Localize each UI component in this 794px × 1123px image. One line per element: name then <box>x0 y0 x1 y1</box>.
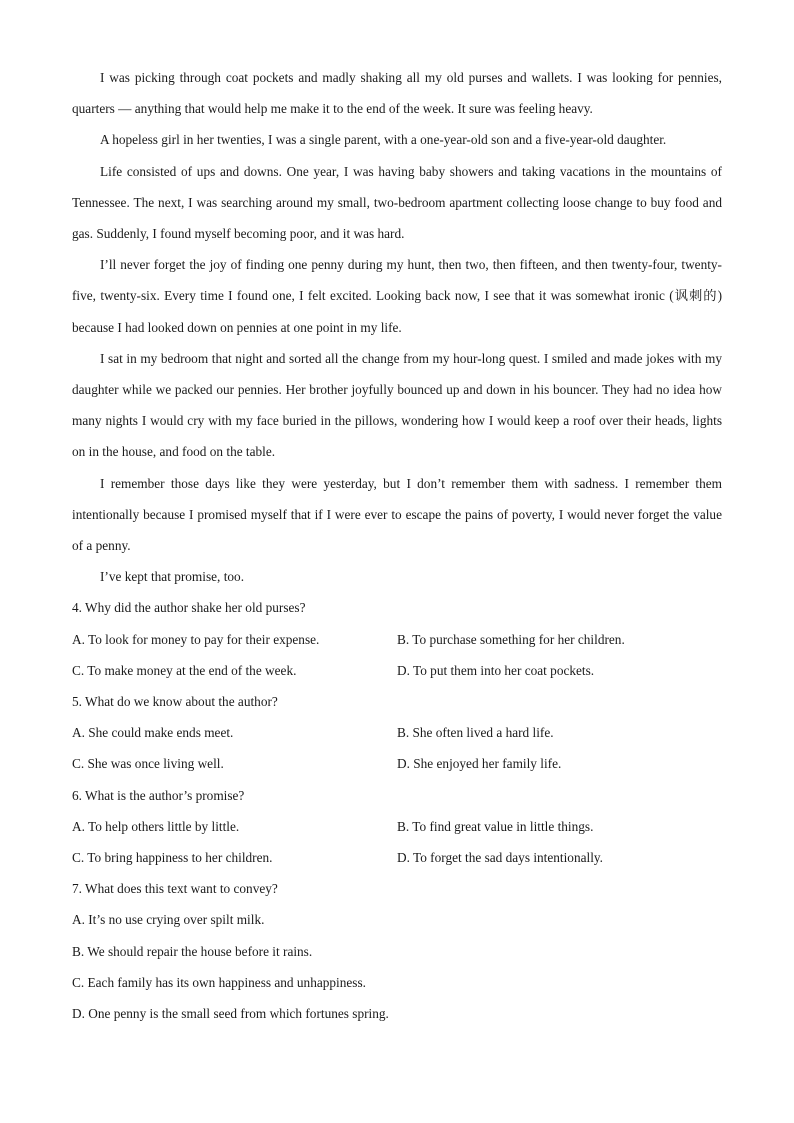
question-4 <box>72 592 722 686</box>
question-7-stem: 7. What does this text want to convey? <box>72 881 278 897</box>
question-5-options-row-2 <box>72 748 722 779</box>
passage-paragraph-2: A hopeless girl in her twenties, I was a single parent, with a one-year-old son and a five-year-old daughter. <box>100 132 667 148</box>
question-6-option-b: B. To find great value in little things. <box>397 818 594 834</box>
passage-paragraph-6: I remember those days like they were yesterday, but I don’t remember them with sadness. I remember them intentionally because I promised myself that if I were ever to escape the pains of poverty, I would never forget the value of a penny. <box>72 475 722 554</box>
question-6-stem: 6. What is the author’s promise? <box>72 787 245 803</box>
question-4-option-c: C. To make money at the end of the week. <box>72 662 297 678</box>
question-6-option-c: C. To bring happiness to her children. <box>72 850 273 866</box>
question-5-option-a: A. She could make ends meet. <box>72 725 234 741</box>
passage-paragraph-5: I sat in my bedroom that night and sorted all the change from my hour-long quest. I smiled and made jokes with my daughter while we packed our pennies. Her brother joyfully bounced up and down in his bouncer. They had no idea how many nights I would cry with my face buried in the pillows, wondering how I would keep a roof over their heads, lights on in the house, and food on the table. <box>72 350 722 460</box>
question-5-stem: 5. What do we know about the author? <box>72 694 278 710</box>
question-7-option-a: A. It’s no use crying over spilt milk. <box>72 912 265 928</box>
document-page <box>72 62 722 1029</box>
question-6-option-a: A. To help others little by little. <box>72 818 240 834</box>
question-4-option-b: B. To purchase something for her children. <box>397 631 625 647</box>
passage-paragraph-4: I’ll never forget the joy of finding one penny during my hunt, then two, then fifteen, and then twenty-four, twenty-five, twenty-six. Every time I found one, I felt excited. Looking back now, I see that it was somewhat ironic (讽刺的) because I had looked down on pennies at one point in my life. <box>72 257 722 335</box>
question-6-option-d: D. To forget the sad days intentionally. <box>397 850 603 866</box>
question-5-options-row-1 <box>72 717 722 748</box>
question-5-option-d: D. She enjoyed her family life. <box>397 756 562 772</box>
question-4-option-a: A. To look for money to pay for their expense. <box>72 631 320 647</box>
question-4-options-row-1 <box>72 624 722 655</box>
question-7-option-c: C. Each family has its own happiness and unhappiness. <box>72 974 366 990</box>
passage-paragraph-3: Life consisted of ups and downs. One year, I was having baby showers and taking vacations in the mountains of Tennessee. The next, I was searching around my small, two-bedroom apartment collecting loose change to buy food and gas. Suddenly, I found myself becoming poor, and it was hard. <box>72 163 722 242</box>
question-6-options-row-1 <box>72 811 722 842</box>
question-4-options-row-2 <box>72 655 722 686</box>
question-7-option-d: D. One penny is the small seed from which fortunes spring. <box>72 1006 389 1022</box>
question-4-stem: 4. Why did the author shake her old purses? <box>72 600 306 616</box>
question-7 <box>72 873 722 1029</box>
question-5 <box>72 686 722 780</box>
passage-paragraph-7: I’ve kept that promise, too. <box>100 569 245 585</box>
question-7-option-b: B. We should repair the house before it rains. <box>72 943 313 959</box>
question-5-option-b: B. She often lived a hard life. <box>397 725 554 741</box>
question-5-option-c: C. She was once living well. <box>72 756 224 772</box>
passage-paragraph-1: I was picking through coat pockets and madly shaking all my old purses and wallets. I was looking for pennies, quarters — anything that would help me make it to the end of the week. It sure was feeling heavy. <box>72 70 722 117</box>
question-6-options-row-2 <box>72 842 722 873</box>
question-6 <box>72 780 722 874</box>
question-4-option-d: D. To put them into her coat pockets. <box>397 662 595 678</box>
